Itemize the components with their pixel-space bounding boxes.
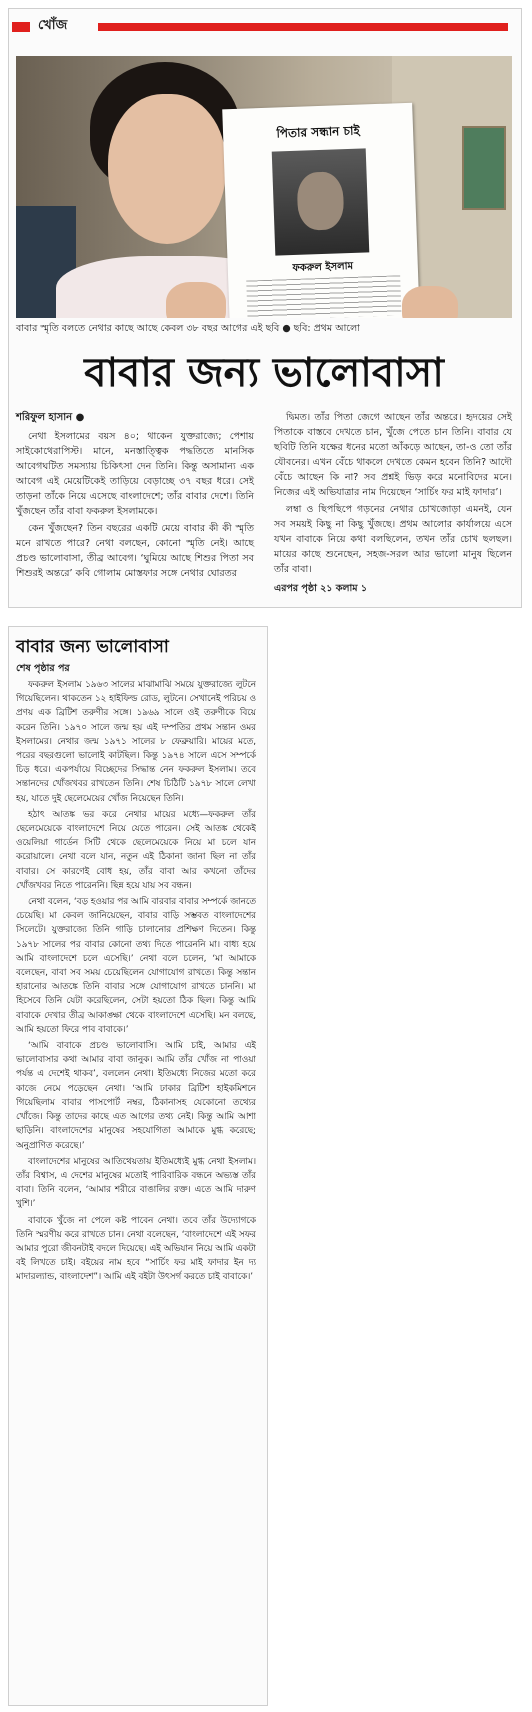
photo-wall-frame: [462, 126, 506, 210]
poster-name: ফকরুল ইসলাম: [292, 260, 354, 275]
body-column-right: [274, 410, 512, 596]
paragraph: কেন খুঁজছেন? তিন বছরের একটি মেয়ে বাবার কী কী স্মৃতি মনে রাখতে পারে? নেথা বলছেন, কোনো স্মৃতি নেই। আছে প্রচণ্ড ভালোবাসা, তীব্র আবেগ। ‘ঘুমিয়ে আছে শিশুর পিতা সব শিশুরই অন্তরে’ কবি গোলাম মোস্তফার সঙ্গে নেথার ঘোরতর: [16, 523, 254, 579]
paragraph: ‘আমি বাবাকে প্রচণ্ড ভালোবাসি। আমি চাই, আমার এই ভালোবাসার কথা আমার বাবা জানুক। আমি তাঁর খোঁজ না পাওয়া পর্যন্ত এ দেশেই থাকব’, বললেন নেথা। ইতিমধ্যে নিজের মতো করে কাজে নেমে পড়েছেন নেথা। ‘আমি ঢাকার ব্রিটিশ হাইকমিশনে গিয়েছিলাম বাবার পাসপোর্ট নম্বর, ঠিকানাসহ যেকোনো তথ্যের খোঁজে। কিন্তু তাদের কাছে এত আগের তথ্য নেই। কিন্তু আমি আশা ছাড়িনি। বাংলাদেশের মানুষের সহযোগিতা আমাকে মুগ্ধ করেছে; অনুপ্রাণিত করেছে।’: [16, 1041, 256, 1151]
paragraph: বাবাকে খুঁজে না পেলে কষ্ট পাবেন নেথা। তবে তাঁর উদ্যোগকে তিনি স্মরণীয় করে রাখতে চান। নেথা বলেছেন, ‘বাংলাদেশে এই সফর আমার পুরো জীবনটাই বদলে দিয়েছে। এই অভিযান নিয়ে আমি একটা বই লিখতে চাই। বইয়ের নাম হবে “সার্চিং ফর মাই ফাদার ইন দ্য মাদারল্যান্ড, বাংলাদেশ”। আমি এই বইটা উৎসর্গ করতে চাই বাবাকে।’: [16, 1215, 256, 1283]
photo-left-hand: [166, 282, 226, 318]
photo-right-hand: [402, 286, 458, 318]
poster-portrait: [272, 148, 370, 255]
photo-woman-face: [108, 94, 226, 244]
paragraph: ফকরুল ইসলাম ১৯৬৩ সালের মাঝামাঝি সময়ে যুক্তরাজ্যে লুটনে গিয়েছিলেন। থাকতেন ১২ হাইফিল্ড রোড, লুটনে। সেখানেই পরিচয় ও প্রণয় এক ব্রিটিশ তরুণীর সঙ্গে। ১৯৬৯ সালে ওই তরুণীকে বিয়ে করেন তিনি। ১৯৭০ সালে জন্ম হয় এই দম্পতির প্রথম সন্তান ওমর ইসলামের। নেথার জন্ম ১৯৭১ সালের ৮ ফেব্রুয়ারি। মায়ের মতে, পরের বছরগুলো ভালোই কাটছিল। কিন্তু ১৯৭৪ সালে এসে সম্পর্কে চিড় ধরে। একপর্যায়ে বিচ্ছেদের সিদ্ধান্ত নেন ফকরুল ইসলাম। তবে সন্তানদের খোঁজখবর রাখতেন তিনি। শেষ চিঠিটি ১৯৭৮ সালে লেখা হয়, যাতে দুই ছেলেমেয়ের খোঁজ নিয়েছেন তিনি।: [16, 680, 256, 804]
headline: বাবার জন্য ভালোবাসা: [84, 349, 444, 396]
continuation-body: [16, 678, 256, 1700]
paragraph: নেথা ইসলামের বয়স ৪০; থাকেন যুক্তরাজ্যে; পেশায় সাইকোথেরাপিস্ট। মানে, মনস্তাত্ত্বিক পদ্ধতিতে মানসিক আবেগঘটিত সমস্যায় চিকিৎসা দেন তিনি। কিন্তু অসামান্য এক আবেগ এই মেয়েটিকেই তাড়িয়ে বেড়াচ্ছে ৩৭ বছর ধরে। সেই তাড়না তাঁকে নিয়ে এসেছে বাংলাদেশে; তাঁর বাবার দেশে। তিনি খুঁজছেন তাঁর বাবা ফকরুল ইসলামকে।: [16, 431, 254, 517]
front-page-body: [16, 410, 512, 600]
missing-father-poster: [222, 103, 420, 318]
body-column-left: [16, 410, 254, 583]
news-photo: [16, 56, 512, 318]
paragraph: হঠাৎ আতঙ্ক ভর করে নেথার মায়ের মধ্যে—ফকরুল তাঁর ছেলেমেয়েকে বাংলাদেশে নিয়ে যেতে পারেন। সেই আতঙ্ক থেকেই ওয়েলিয়া গার্ডেন সিটি থেকে ছেলেমেয়েকে নিয়ে মা চলে যান করোয়ালে। নেথা বলে যান, নতুন এই ঠিকানা জানা ছিল না তাঁর বাবার। সে কারণেই বোধ হয়, তাঁর বাবা আর কখনো তাঁদের খোঁজখবর নিতে পারেননি। ছিন্ন হয়ে যায় সব বন্ধন।: [16, 809, 256, 891]
jump-line: এরপর পৃষ্ঠা ২১ কলাম ১: [274, 583, 368, 594]
paragraph: দ্বিমত। তাঁর পিতা জেগে আছেন তাঁর অন্তরে। হৃদয়ের সেই পিতাকে বাস্তবে দেখতে চান, খুঁজে পেতে চান তিনি। বাবার যে ছবিটি তিনি যক্ষের ধনের মতো আঁকড়ে আছেন, তা-ও তো তাঁর যৌবনের। এখন বেঁচে থাকলে দেখতে কেমন হবেন তিনি? আদৌ বেঁচে আছেন কি না? সব প্রশ্নই ভিড় করে মনোবিদের মনে। নিজের এই অভিযাত্রার নাম দিয়েছেন ‘সার্চিং ফর মাই ফাদার’।: [274, 412, 512, 498]
section-rule: [98, 23, 508, 31]
continuation-subhead: শেষ পৃষ্ঠার পর: [16, 663, 70, 674]
paragraph: নেথা বলেন, ‘বড় হওয়ার পর আমি বারবার বাবার সম্পর্কে জানতে চেয়েছি। মা কেবল জানিয়েছেন, বাবার বাড়ি সম্ভবত বাংলাদেশের সিলেটে। যুক্তরাজ্যে তিনি গাড়ি চালানোর প্রশিক্ষণ দিতেন। কিন্তু ১৯৭৮ সালের পর বাবার কোনো তথ্য দিতে পারেননি মা। বাধ্য হয়ে আমি বাংলাদেশে চলে এসেছি।’ নেথা বলে চলেন, ‘মা আমাকে বলেছেন, বাবা সব সময় চেয়েছিলেন যোগাযোগ রাখতে। কিন্তু সন্তান হারানোর আতঙ্কে তিনি বাবার সঙ্গে যোগাযোগ রাখতে চাননি। মা হিসেবে তিনি যেটা করেছিলেন, সেটা হয়তো ঠিক ছিল। কিন্তু আমি বাবাকে দেখার তীব্র আকাঙ্ক্ষা থেকে বাংলাদেশে এসেছি। মন বলছে, আমি হয়তো ফিরে পাব বাবাকে।’: [16, 897, 256, 1035]
byline: শরিফুল হাসান ●: [16, 412, 85, 423]
continuation-headline: বাবার জন্য ভালোবাসা: [16, 637, 169, 657]
section-bar: [12, 16, 508, 36]
poster-portrait-face: [296, 171, 344, 231]
paragraph: বাংলাদেশের মানুষের আতিথেয়তায় ইতিমধ্যেই মুগ্ধ নেথা ইসলাম। তাঁর বিশ্বাস, এ দেশের মানুষের মতোই পারিবারিক বন্ধনে অভ্যস্ত তাঁর বাবা। তিনি বলেন, ‘আমার শরীরে বাঙালির রক্ত। এতে আমি দারুণ খুশি।’: [16, 1156, 256, 1210]
photo-caption: বাবার স্মৃতি বলতে নেথার কাছে আছে কেবল ৩৮ বছর আগের এই ছবি ● ছবি: প্রথম আলো: [16, 323, 360, 334]
section-label: খোঁজ: [38, 18, 68, 33]
section-marker: [12, 22, 30, 32]
poster-body-text: [246, 275, 401, 318]
poster-title: পিতার সন্ধান চাই: [276, 123, 360, 141]
paragraph: লম্বা ও ছিপছিপে গড়নের নেথার চোখজোড়া এমনই, যেন সব সময়ই কিছু না কিছু খুঁজছে। প্রথম আলোর কার্যালয়ে এসে যখন বাবাকে নিয়ে কথা বলছিলেন, তখন তাঁর চোখ ছলছল। মায়ের কাছে শুনেছেন, সহজ-সরল আর ভালো মানুষ ছিলেন তাঁর বাবা।: [274, 504, 512, 575]
